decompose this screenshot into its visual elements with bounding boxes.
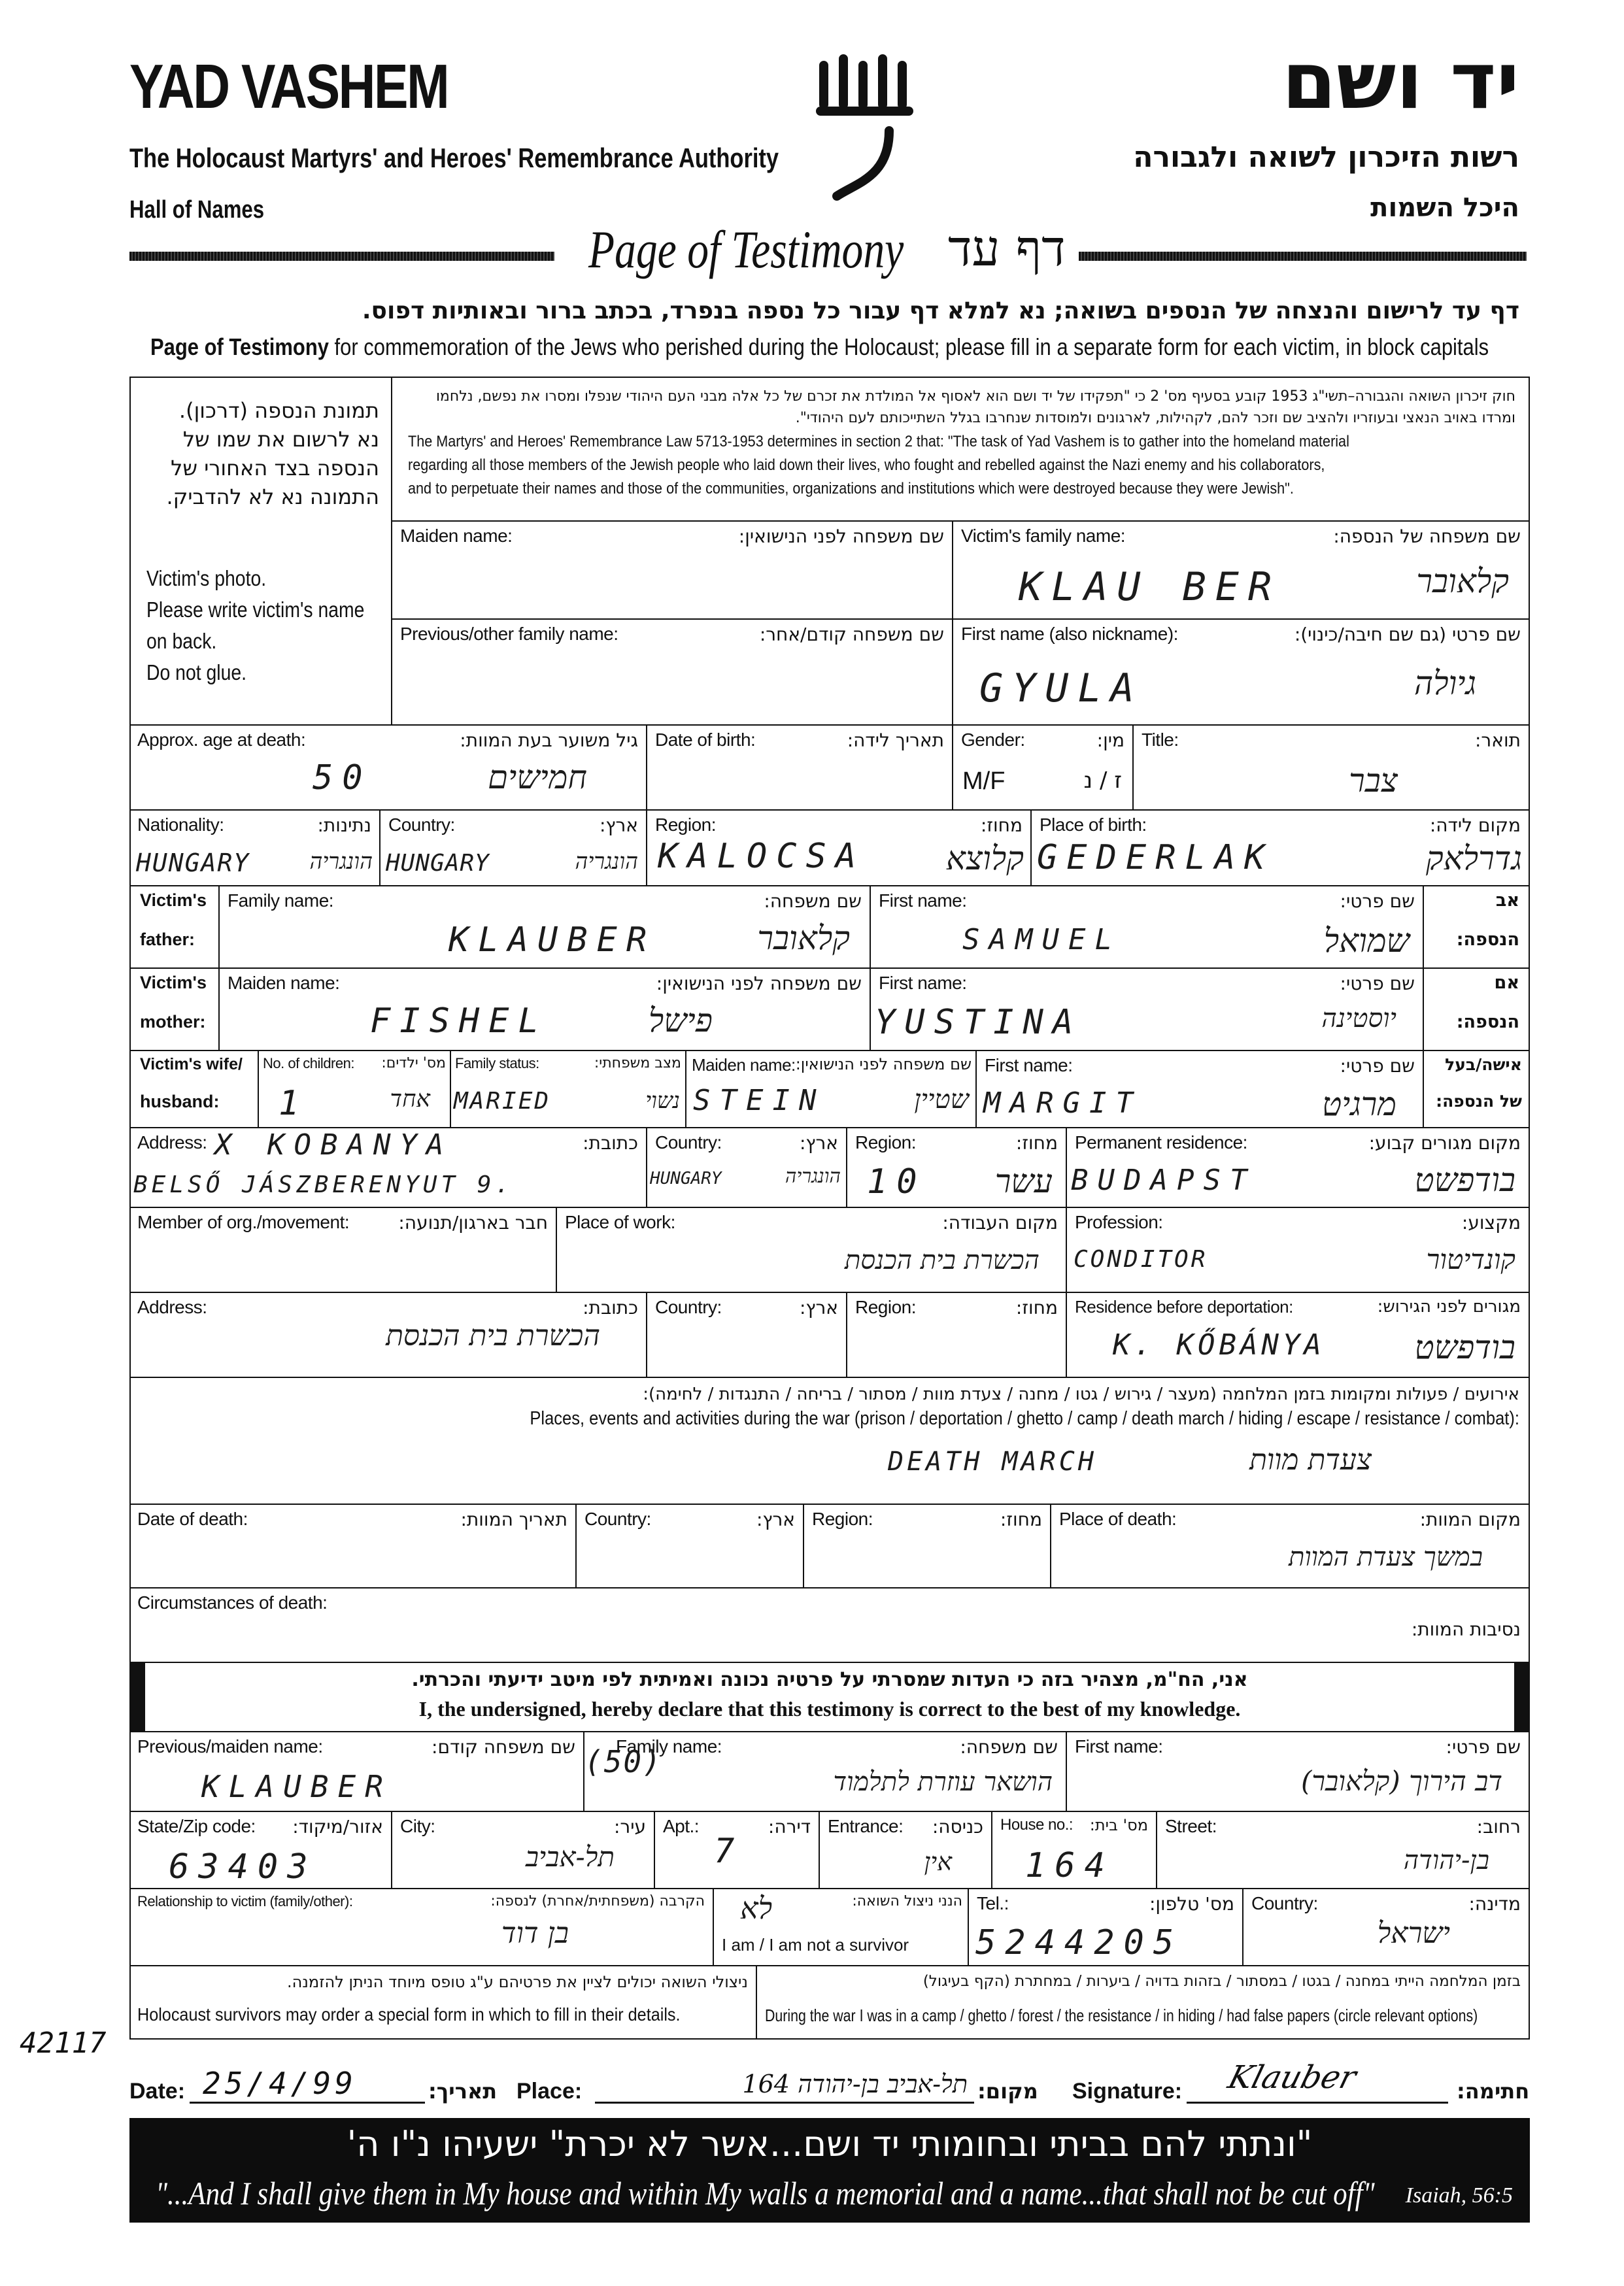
second-country-label-en: Country: [655,1297,722,1317]
country-value-he: הונגריה [575,849,638,875]
second-address-label-en: Address: [137,1297,207,1317]
entrance-label-en: Entrance: [828,1816,904,1836]
spouse-label-en-1: Victim's wife/ [140,1055,243,1073]
survivor-label-he: הנני ניצול השואה: [852,1893,962,1909]
gender-label-en: Gender: [961,730,1025,750]
dob-label-he: תאריך לידה: [847,730,944,751]
region-value-he: קלוצא [945,839,1024,877]
previous-name-label-en: Previous/other family name: [400,624,618,644]
law-text-en-1: The Martyrs' and Heroes' Remembrance Law 5713-1953 determines in section 2 that: "The task of Yad Vashem is to gather into the homeland material [408,433,1349,450]
address-label-he: כתובת: [583,1132,638,1154]
mother-maiden-label-en: Maiden name: [228,973,340,993]
children-label-en: No. of children: [263,1055,354,1071]
place-of-birth-field[interactable] [1032,811,1530,886]
margin-number: 42117 [20,2026,107,2060]
place-of-death-field[interactable] [1051,1505,1530,1588]
place-label-en: Place: [516,2079,583,2104]
age-label-en: Approx. age at death: [137,730,306,750]
photo-instr-en-4: Do not glue. [146,660,247,684]
address-country-value-he: הונגריה [785,1165,841,1188]
address-region-field[interactable] [847,1128,1067,1208]
submitter-first-name-field[interactable] [1067,1732,1530,1812]
declaration-he: אני, הח"מ, מצהיר בזה כי העדות שמסרתי על פרטיה נכונה ואמיתית לפי מיטב ידיעתי והכרתי. [411,1668,1248,1691]
house-number-value: 164 [1025,1846,1114,1885]
entrance-value-he: אין [924,1847,952,1876]
entrance-field[interactable] [820,1812,992,1889]
law-text-en-3: and to perpetuate their names and those of the communities, organizations and institutions which were destroyed because they were Jewish". [408,480,1294,497]
law-text-he: חוק זיכרון השואה והגבורה–תשי"ג 1953 קובע בסעיף מס' 2 כי "תפקידו של יד ושם הוא לאסוף אל המולדת את זכרם של כל אלה מבני העם היהודי שנפלו ומסרו את נפשם, נלחמו ומרדו באויב הנאצי ובעוזריו ולהציב שם וזכר להם, לקהילות, לארגונים ולמוסדות שנחרבו בגלל השתייכותם לעם היהודי". [435,388,1515,426]
relationship-label-he: הקרבה (משפחתית/אחרת) לנספה: [490,1893,705,1909]
membership-label-en: Member of org./movement: [137,1212,350,1232]
telephone-field[interactable] [969,1889,1243,1966]
first-name-label-en: First name (also nickname): [961,624,1178,644]
father-label-en-2: father: [140,930,195,949]
second-address-value-he: הכשרת בית הכנסת [386,1319,600,1353]
family-name-label-he: שם משפחה של הנספה: [1333,526,1521,547]
nationality-value-he: הונגריה [309,849,373,875]
spouse-maiden-value-he: שטיין [914,1084,969,1115]
first-name-value-he: גיולה [1413,664,1476,702]
spouse-maiden-label-he: שם משפחה לפני הנישואין: [795,1055,972,1073]
apartment-label-he: דירה: [768,1816,811,1838]
footer-quote-he: "ונתתי להם בביתי ובחומותי יד ושם...אשר לא יכרת" ישעיהו נ"ו ה' [347,2123,1313,2164]
war-events-value: DEATH MARCH [888,1447,1097,1477]
mother-row-label-he [1424,969,1530,1051]
father-label-en-1: Victim's [140,890,207,910]
submitter-country-field[interactable] [1243,1889,1530,1966]
spouse-first-value-he: מרגיט [1321,1085,1396,1123]
spouse-label-he-2: של הנספה: [1436,1092,1522,1111]
title-field[interactable] [1134,726,1530,811]
father-first-label-he: שם פרטי: [1340,890,1415,912]
org-name-he: יד ושם [1281,36,1519,127]
place-label-he: מקום: [977,2079,1038,2104]
street-label-en: Street: [1165,1816,1217,1836]
profession-label-en: Profession: [1075,1212,1163,1232]
org-name-en: YAD VASHEM [129,52,448,122]
submitter-first-label-en: First name: [1075,1736,1163,1757]
nationality-value: HUNGARY [136,849,250,877]
family-status-value: MARIED [454,1088,551,1115]
survivor-form-note [129,1966,757,2040]
previous-name-field[interactable] [392,620,953,726]
war-events-label-en: Places, events and activities during the war (prison / deportation / ghetto / camp / death march / hiding / escape / resistance / combat): [530,1408,1519,1429]
gender-label-he: מין: [1096,730,1125,751]
age-value-he: חמישים [487,758,587,796]
address-value-line-1: X KOBANYA [214,1128,453,1162]
mother-maiden-value: FISHEL [370,1001,548,1041]
dob-label-en: Date of birth: [655,730,756,750]
zip-label-he: אזור/מיקוד: [292,1816,383,1838]
apartment-label-en: Apt.: [663,1816,700,1836]
logo-icon [811,46,915,209]
submitter-previous-label-en: Previous/maiden name: [137,1736,323,1757]
mother-maiden-label-he: שם משפחה לפני הנישואין: [656,973,862,994]
age-label-he: גיל משוער בעת המוות: [460,730,638,751]
nationality-field[interactable] [129,811,381,886]
subtitle-he: רשות הזיכרון לשואה ולגבורה [1133,141,1519,174]
document-title-en: Page of Testimony [588,220,904,279]
death-region-label-he: מחוז: [1000,1509,1042,1530]
second-country-label-he: ארץ: [799,1297,838,1319]
street-label-he: רחוב: [1476,1816,1521,1838]
maiden-name-label-he: שם משפחה לפני הנישואין: [738,526,944,547]
region-field[interactable] [647,811,1032,886]
maiden-name-label-en: Maiden name: [400,526,513,546]
war-events-field[interactable] [129,1378,1530,1505]
father-family-name-field[interactable] [220,886,871,969]
war-situation-note-en: During the war I was in a camp / ghetto / forest / the resistance / in hiding / had false papers (circle relevant options) [765,2006,1478,2025]
pob-value: GEDERLAK [1037,838,1274,877]
mother-label-en-1: Victim's [140,973,207,992]
relationship-value-he: בן דוד [501,1917,569,1950]
footer-quote-en: "...And I shall give them in My house and within My walls a memorial and a name...that shall not be cut off" [156,2175,1375,2211]
apartment-value: 7 [714,1832,744,1871]
place-of-work-label-he: מקום העבודה: [942,1212,1058,1234]
title-label-en: Title: [1142,730,1179,750]
signature-label-he: חתימה: [1457,2079,1530,2104]
photo-instr-en-1: Victim's photo. [146,566,267,590]
footer-quote-ref: Isaiah, 56:5 [1405,2183,1513,2208]
address-region-label-en: Region: [855,1132,917,1152]
children-field[interactable] [259,1051,451,1128]
second-country-field[interactable] [647,1293,847,1378]
city-field[interactable] [392,1812,655,1889]
telephone-label-he: מס' טלפון: [1149,1893,1234,1915]
mother-label-en-2: mother: [140,1012,206,1032]
father-family-label-en: Family name: [228,890,334,911]
city-label-he: עיר: [613,1816,646,1838]
place-of-death-label-he: מקום המוות: [1419,1509,1521,1530]
residence-before-label-en: Residence before deportation: [1075,1297,1293,1317]
father-family-value-he: קלאובר [757,919,850,957]
gender-options: M/F [962,767,1006,795]
mother-first-label-en: First name: [879,973,967,993]
submitter-family-label-he: שם משפחה: [960,1736,1058,1758]
photo-instr-en-3: on back. [146,629,217,653]
law-text-en-2: regarding all those members of the Jewish people who laid down their lives, who fought and rebelled against the Nazi enemy and his collaborators, [408,456,1325,474]
membership-field[interactable] [129,1208,557,1293]
nationality-label-en: Nationality: [137,815,224,835]
spouse-first-label-he: שם פרטי: [1340,1055,1415,1077]
spouse-first-label-en: First name: [985,1055,1073,1075]
title-label-he: תואר: [1475,730,1521,751]
residence-before-value: K. KŐBÁNYA [1113,1328,1325,1362]
region-label-he: מחוז: [980,815,1023,836]
signature-line[interactable] [1187,2102,1448,2104]
family-name-value-he: קלאובר [1416,562,1509,600]
address-region-value-he: עשר [994,1162,1053,1200]
survivor-mark-he: לא [740,1891,773,1926]
permanent-residence-label-he: מקום מגורים קבוע: [1368,1132,1521,1154]
place-of-death-value-he: במשך צעדת המוות [1288,1542,1483,1572]
children-label-he: מס' ילדים: [381,1055,446,1071]
place-of-work-label-en: Place of work: [565,1212,675,1232]
instructions-en [150,333,1489,361]
submitter-family-label-en: Family name: [616,1736,722,1757]
war-situation-note-he: בזמן המלחמה הייתי במחנה / בגטו / במסתור / בזהות בדויה / ביערות / במחתרת (הקף בעיגול) [922,1973,1521,1990]
father-family-label-he: שם משפחה: [764,890,862,912]
survivor-form-note-en: Holocaust survivors may order a special form in which to fill in their details. [137,2004,681,2025]
age-value: 50 [313,758,372,798]
telephone-label-en: Tel.: [977,1893,1009,1913]
house-number-label-en: House no.: [1000,1816,1074,1834]
family-name-value: KLAU BER [1019,564,1281,610]
profession-value: CONDITOR [1074,1246,1208,1273]
mother-first-name-field[interactable] [871,969,1424,1051]
relationship-field[interactable] [129,1889,714,1966]
submitter-previous-name-field[interactable] [129,1732,584,1812]
address-country-value: HUNGARY [650,1169,722,1188]
profession-value-he: קונדיטור [1426,1243,1515,1275]
date-label-he: תאריך: [428,2079,498,2104]
war-situation-note [757,1966,1530,2040]
zip-value: 63403 [169,1847,317,1887]
father-first-value-he: שמואל [1323,922,1410,960]
survivor-status-field[interactable] [714,1889,969,1966]
permanent-residence-value: BUDAPST [1071,1164,1257,1197]
submitter-family-value-he: הושאר עוזרת לתלמוד [833,1767,1053,1797]
father-row-label-he [1424,886,1530,969]
place-of-death-label-en: Place of death: [1059,1509,1177,1529]
address-field[interactable] [129,1128,647,1208]
declaration-en: I, the undersigned, hereby declare that this testimony is correct to the best of my knowledge. [418,1697,1241,1721]
children-value: 1 [279,1084,309,1123]
death-country-label-he: ארץ: [756,1509,795,1530]
death-country-field[interactable] [577,1505,804,1588]
hall-of-names-en: Hall of Names [129,196,265,224]
circumstances-field[interactable] [129,1588,1530,1663]
date-of-death-label-he: תאריך המוות: [460,1509,567,1530]
mother-first-value: YUSTINA [875,1003,1083,1042]
street-value-he: בן-יהודה [1403,1845,1489,1875]
gender-options-he: ז / נ [1083,767,1122,794]
spouse-first-value: MARGIT [983,1086,1142,1120]
age-field[interactable] [129,726,647,811]
submitter-first-label-he: שם פרטי: [1446,1736,1521,1758]
place-of-work-field[interactable] [557,1208,1067,1293]
family-name-field[interactable] [953,522,1530,620]
photo-instr-en-2: Please write victim's name [146,597,365,622]
first-name-label-he: שם פרטי (גם שם חיבה/כינוי): [1294,624,1521,645]
mother-maiden-value-he: פישל [648,1001,713,1039]
mother-first-label-he: שם פרטי: [1340,973,1415,994]
address-region-label-he: מחוז: [1015,1132,1058,1154]
second-region-label-he: מחוז: [1015,1297,1058,1319]
father-label-he-1: אב [1495,890,1519,911]
address-country-field[interactable] [647,1128,847,1208]
second-region-label-en: Region: [855,1297,917,1317]
submitter-country-value-he: ישראל [1377,1917,1450,1950]
family-status-value-he: נשוי [645,1088,680,1114]
street-field[interactable] [1157,1812,1530,1889]
survivor-label-en: I am / I am not a survivor [722,1935,909,1955]
spouse-maiden-name-field[interactable] [686,1051,977,1128]
death-country-label-en: Country: [584,1509,651,1529]
submitter-previous-label-he: שם משפחה קודם: [431,1736,575,1758]
pob-value-he: גדרלאק [1425,839,1522,877]
permanent-residence-label-en: Permanent residence: [1075,1132,1247,1152]
spouse-first-name-field[interactable] [977,1051,1424,1128]
father-label-he-2: הנספה: [1456,930,1519,950]
photo-box [129,377,392,726]
gender-field[interactable] [953,726,1134,811]
instructions-en-bold: Page of Testimony [150,333,329,360]
nationality-label-he: נתינות: [317,815,371,836]
country-label-he: ארץ: [599,815,638,836]
circumstances-label-he: נסיבות המוות: [1411,1619,1521,1640]
spouse-maiden-label-en: Maiden name: [692,1055,796,1075]
address-value-line-2: BELSŐ JÁSZBERENYUT 9. [133,1171,514,1198]
city-value-he: תל-אביב [525,1841,615,1873]
country-value: HUNGARY [386,850,490,877]
law-text-box [392,377,1530,522]
spouse-label-he-1: אישה/בעל [1445,1055,1522,1074]
region-label-en: Region: [655,815,717,835]
title-rule-right [1079,252,1527,261]
subtitle-en: The Holocaust Martyrs' and Heroes' Remembrance Authority [129,143,779,173]
signature-value: Klauber [1224,2059,1361,2096]
city-label-en: City: [400,1816,435,1836]
father-row-label [129,886,220,969]
date-value: 25/4/99 [203,2066,357,2101]
submitter-first-value-he: דב הירוך (קלאובר) [1301,1765,1502,1797]
spouse-row-label-he [1424,1051,1530,1128]
title-rule-left [129,252,554,261]
second-address-field[interactable] [129,1293,647,1378]
document-title-he: דף עד [948,219,1066,277]
address-country-label-he: ארץ: [799,1132,838,1154]
previous-name-label-he: שם משפחה קודם/אחר: [759,624,944,645]
mother-first-value-he: יוסטינה [1321,1003,1396,1034]
telephone-value: 5244205 [975,1923,1183,1962]
footer-quote-band [129,2118,1530,2223]
submitter-previous-value: KLAUBER [201,1769,392,1804]
apartment-field[interactable] [655,1812,820,1889]
mother-row-label [129,969,220,1051]
death-region-field[interactable] [804,1505,1051,1588]
profession-field[interactable] [1067,1208,1530,1293]
family-status-label-en: Family status: [455,1055,539,1071]
submitter-country-label-he: מדינה: [1468,1893,1521,1915]
instructions-en-text: for commemoration of the Jews who perished during the Holocaust; please fill in a separate form for each victim, in block capitals [328,333,1489,360]
father-first-label-en: First name: [879,890,967,911]
profession-label-he: מקצוע: [1461,1212,1521,1234]
submitter-age-note: (50) [584,1744,662,1779]
father-first-value: SAMUEL [962,923,1121,956]
place-value-he: תל-אביב בן-יהודה 164 [742,2070,968,2098]
date-of-birth-field[interactable] [647,726,953,811]
entrance-label-he: כניסה: [932,1816,983,1838]
hall-of-names-he: היכל השמות [1370,193,1519,223]
second-region-field[interactable] [847,1293,1067,1378]
date-of-death-field[interactable] [129,1505,577,1588]
first-name-field[interactable] [953,620,1530,726]
mother-label-he-1: אם [1494,973,1519,993]
instructions-he: דף עד לרישום והנצחה של הנספים בשואה; נא למלא דף עבור כל נספה בנפרד, בכתב ברור ובאותיות דפוס. [362,297,1519,324]
father-family-value: KLAUBER [448,920,656,960]
title-value-he: צבר [1349,762,1398,799]
declaration-box [129,1663,1530,1732]
region-value: KALOCSA [658,837,866,876]
place-line[interactable] [595,2102,974,2104]
family-status-label-he: מצב משפחתי: [594,1055,681,1071]
mother-maiden-name-field[interactable] [220,969,871,1051]
spouse-label-en-2: husband: [140,1092,220,1111]
date-label-en: Date: [129,2079,186,2104]
war-events-label-he: אירועים / פעולות ומקומות בזמן המלחמה (מעצר / גירוש / גטו / מחנה / צעדת מוות / מסתור / בריחה / התנגדות / לחימה): [643,1385,1519,1404]
membership-label-he: חבר בארגון/תנועה: [398,1212,548,1234]
country-field[interactable] [381,811,647,886]
submitter-family-name-field[interactable] [584,1732,1067,1812]
family-name-label-en: Victim's family name: [961,526,1126,546]
address-region-value: 10 [867,1162,926,1202]
first-name-value: GYULA [979,665,1143,711]
death-region-label-en: Region: [812,1509,873,1529]
photo-instr-he: תמונת הנספה (דרכון). נא לרשום את שמו של הנספה בצד האחורי של התמונה נא לא להדביק. [166,398,379,509]
mother-label-he-2: הנספה: [1456,1012,1519,1032]
residence-before-deportation-field[interactable] [1067,1293,1530,1378]
family-status-field[interactable] [451,1051,686,1128]
relationship-label-en: Relationship to victim (family/other): [137,1893,353,1909]
submitter-country-label-en: Country: [1251,1893,1318,1913]
zip-code-field[interactable] [129,1812,392,1889]
zip-label-en: State/Zip code: [137,1816,256,1836]
place-of-work-value-he: הכשרת בית הכנסת [844,1245,1040,1275]
address-label-en: Address: [137,1132,207,1152]
circumstances-label-en: Circumstances of death: [137,1592,328,1613]
address-country-label-en: Country: [655,1132,722,1152]
maiden-name-field[interactable] [392,522,953,620]
house-number-label-he: מס' בית: [1089,1816,1148,1834]
residence-before-label-he: מגורים לפני הגירוש: [1377,1297,1521,1317]
second-address-label-he: כתובת: [583,1297,638,1319]
footer-quote-en-row [156,2174,1573,2212]
date-of-death-label-en: Date of death: [137,1509,248,1529]
pob-label-en: Place of birth: [1040,815,1147,835]
permanent-residence-value-he: בודפשט [1414,1161,1515,1199]
country-label-en: Country: [388,815,455,835]
permanent-residence-field[interactable] [1067,1128,1530,1208]
children-value-he: אחד [390,1086,430,1113]
residence-before-value-he: בודפשט [1414,1328,1515,1366]
father-first-name-field[interactable] [871,886,1424,969]
spouse-row-label [129,1051,259,1128]
pob-label-he: מקום לידה: [1429,815,1521,836]
survivor-form-note-he: ניצולי השואה יכולים לציין את פרטיהם ע"ג טופס מיוחד הניתן להזמנה. [287,1973,748,1991]
spouse-maiden-value: STEIN [693,1084,826,1117]
war-events-value-he: צעדת מוות [1249,1443,1372,1477]
date-line[interactable] [190,2102,425,2104]
house-number-field[interactable] [992,1812,1157,1889]
signature-label-en: Signature: [1072,2079,1183,2104]
